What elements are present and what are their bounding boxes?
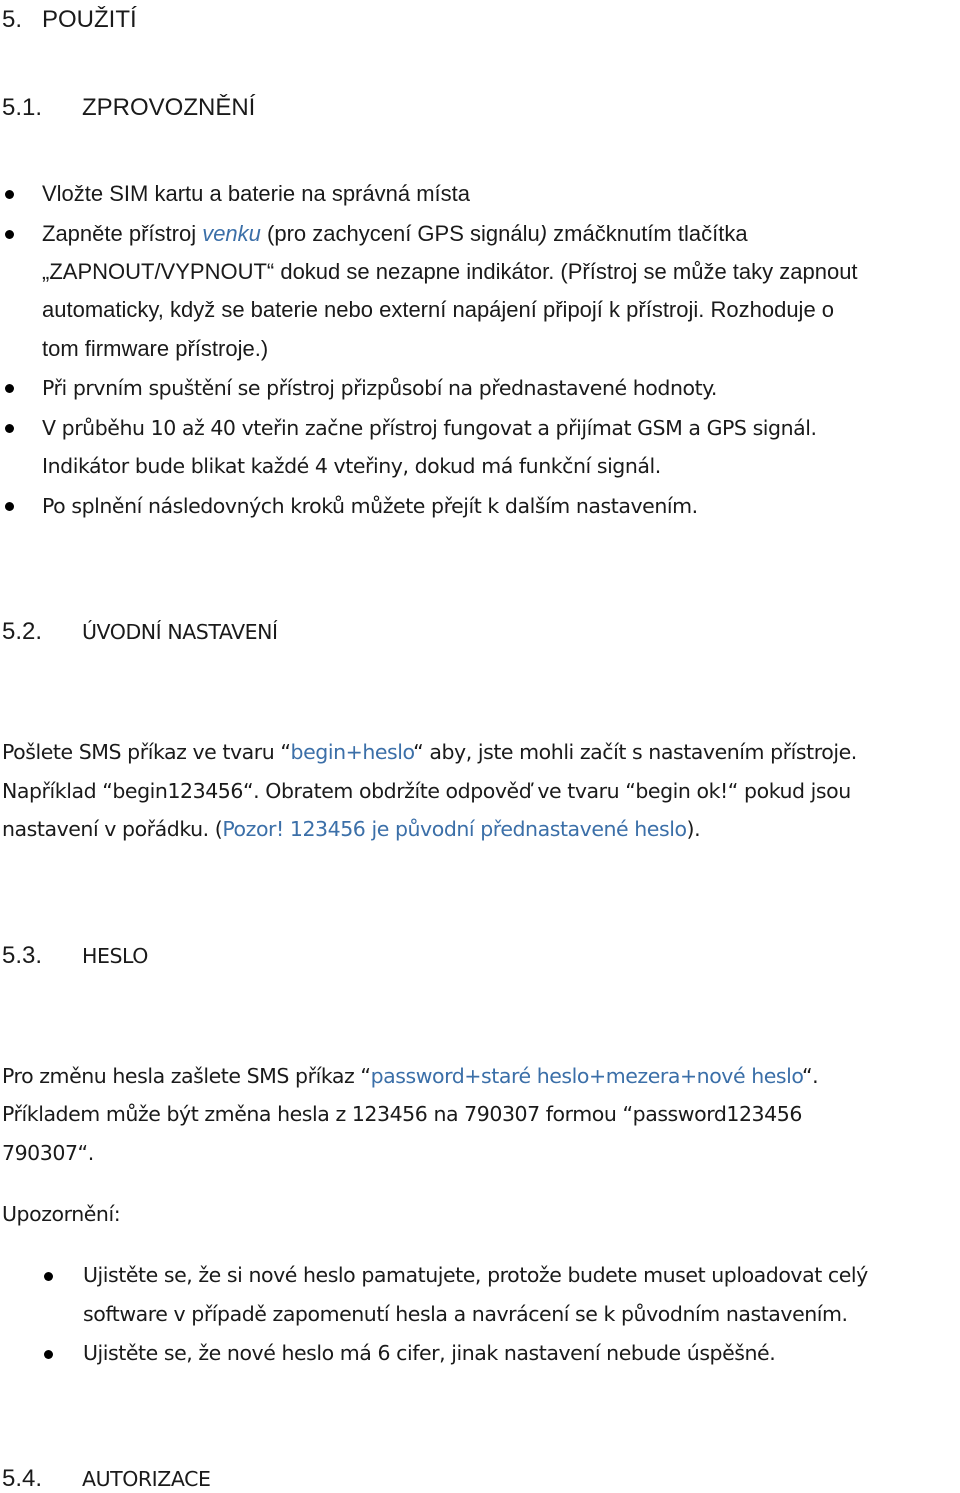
paragraph-line (2, 740, 857, 764)
list-item: Při prvním spuštění se přístroj přizpůsobí na přednastavené hodnoty. (42, 376, 717, 400)
section-number: 5.3. (2, 942, 43, 969)
list-item: V průběhu 10 až 40 vteřin začne přístroj fungovat a přijímat GSM a GPS signál. (42, 416, 817, 440)
section-title: ÚVODNÍ NASTAVENÍ (82, 620, 278, 644)
section-5-heading (2, 6, 137, 34)
list-item-continuation: software v případě zapomenutí hesla a navrácení se k původním nastavením. (83, 1302, 848, 1326)
bullet-dot (5, 230, 14, 239)
list-item: Vložte SIM kartu a baterie na správná místa (42, 181, 470, 206)
text-run: zmáčknutím tlačítka (547, 221, 748, 246)
list-item-continuation: tom firmware přístroje.) (42, 336, 269, 361)
section-title: ZPROVOZNĚNÍ (82, 94, 256, 121)
section-5-1-heading (2, 94, 255, 122)
list-item (42, 221, 748, 247)
paragraph-line (2, 817, 700, 841)
list-item-continuation: „ZAPNOUT/VYPNOUT“ dokud se nezapne indikátor. (Přístroj se může taky zapnout (42, 259, 858, 284)
text-run: nastavení v pořádku. ( (2, 817, 223, 841)
list-item: Ujistěte se, že nové heslo má 6 cifer, jinak nastavení nebude úspěšné. (83, 1341, 776, 1365)
text-run: Pro změnu hesla zašlete SMS příkaz “ (2, 1064, 371, 1088)
bullet-dot (5, 384, 14, 393)
section-number: 5.2. (2, 618, 43, 645)
section-5-2-heading (2, 618, 278, 646)
list-item: Ujistěte se, že si nové heslo pamatujete, protože budete muset uploadovat celý (83, 1263, 868, 1287)
warning-default-password: Pozor! 123456 je původní přednastavené heslo (222, 817, 687, 841)
command-password: password+staré heslo+mezera+nové heslo (370, 1064, 803, 1088)
bullet-dot (44, 1272, 53, 1281)
text-run: Pošlete SMS příkaz ve tvaru “ (2, 740, 291, 764)
text-run: “. (802, 1064, 819, 1088)
list-item-continuation: Indikátor bude blikat každé 4 vteřiny, dokud má funkční signál. (42, 454, 661, 478)
paragraph-line (2, 1064, 818, 1088)
section-title: POUŽITÍ (42, 6, 137, 33)
section-title: AUTORIZACE (82, 1467, 211, 1491)
section-number: 5.1. (2, 94, 43, 121)
list-item-continuation: automaticky, když se baterie nebo externí napájení připojí k přístroji. Rozhoduje o (42, 297, 835, 322)
bullet-dot (5, 502, 14, 511)
text-run: “ aby, jste mohli začít s nastavením přístroje. (413, 740, 857, 764)
list-item: Po splnění následovných kroků můžete přejít k dalším nastavením. (42, 494, 698, 518)
section-number: 5. (2, 6, 23, 33)
bullet-dot (5, 424, 14, 433)
text-run: (pro zachycení GPS signálu (260, 221, 540, 246)
text-run: Zapněte přístroj (42, 221, 203, 246)
upozorneni-label: Upozornění: (2, 1202, 121, 1226)
bullet-dot (44, 1350, 53, 1359)
paragraph-line: 790307“. (2, 1141, 94, 1165)
section-5-4-heading (2, 1465, 210, 1493)
paragraph-line: Příkladem může být změna hesla z 123456 na 790307 formou “password123456 (2, 1102, 802, 1126)
section-title: HESLO (82, 944, 148, 968)
text-run: ) (539, 221, 548, 246)
paragraph-line: Například “begin123456“. Obratem obdržíte odpověď ve tvaru “begin ok!“ pokud jsou (2, 779, 851, 803)
bullet-dot (5, 190, 14, 199)
text-run: ). (686, 817, 701, 841)
command-begin-heslo: begin+heslo (290, 740, 414, 764)
highlight-venku: venku (202, 221, 261, 246)
section-5-3-heading (2, 942, 148, 970)
section-number: 5.4. (2, 1465, 43, 1492)
